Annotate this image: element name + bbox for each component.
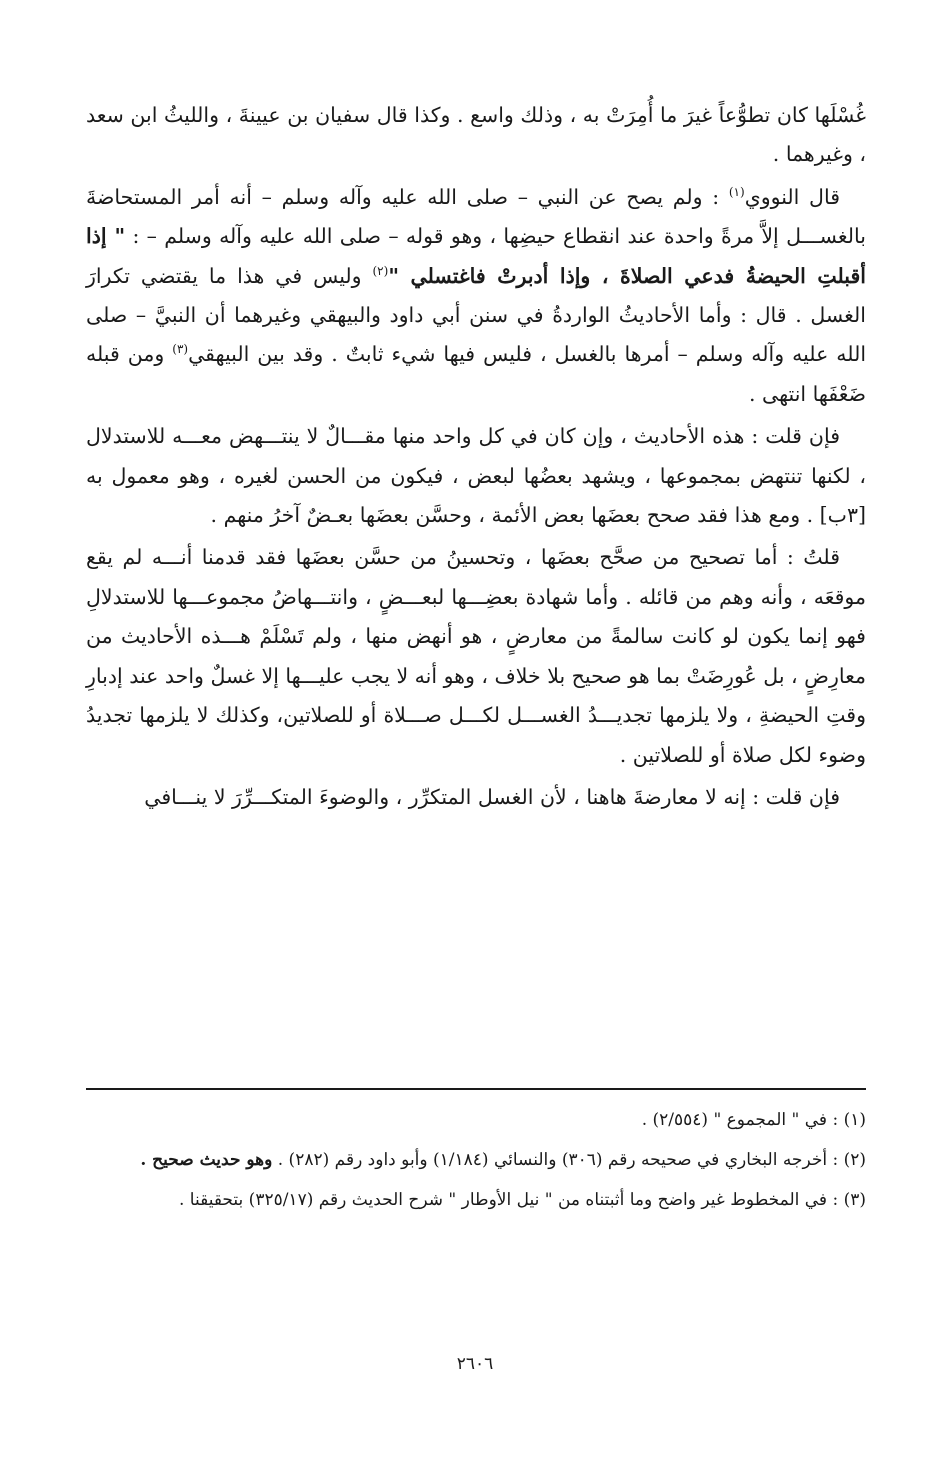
footnote-3: (٣) : في المخطوط غير واضح وما أثبتناه من " نيل الأوطار " شرح الحديث رقم (٣٢٥/١٧) بتحقيقنا . bbox=[178, 1190, 866, 1210]
paragraph-2-part-b: : ولم يصح عن النبي – صلى الله عليه وآله وسلم – أنه أمر المستحاضةَ بالغســـل إلاَّ مرةً واحدة عند انقطاع حيضِها ، وهو قوله – صلى الله عليه وآله وسلم – : bbox=[86, 184, 866, 249]
hadith-quote: " إذا أقبلتِ الحيضةُ فدعي الصلاةَ ، وإذا أدبرتْ فاغتسلي " bbox=[86, 224, 866, 288]
paragraph-5: فإن قلت : إنه لا معارضةَ هاهنا ، لأن الغسل المتكرِّر ، والوضوءَ المتكـــرِّرَ لا ينـــافي bbox=[144, 784, 840, 809]
footnote-separator bbox=[86, 1088, 866, 1090]
paragraph-1: غُسْلَها كان تطوُّعاً غيرَ ما أُمِرَتْ به ، وذلك واسع . وكذا قال سفيان بن عيينةَ ، والليثُ ابن سعد ، وغيرهما . bbox=[86, 103, 866, 167]
footnote-ref-1[interactable]: (١) bbox=[728, 184, 745, 199]
footnote-ref-3[interactable]: (٣) bbox=[172, 342, 189, 357]
main-text bbox=[86, 96, 866, 817]
footnote-2-grade: وهو حديث صحيح . bbox=[140, 1150, 273, 1170]
footnote-ref-2[interactable]: (٢) bbox=[372, 263, 389, 278]
page-number: ٢٦٠٦ bbox=[456, 1354, 494, 1374]
paragraph-2-part-d: ومن قبله ضَعْفَها انتهى . bbox=[86, 342, 866, 406]
paragraph-2 bbox=[86, 178, 866, 414]
footnotes bbox=[86, 1104, 866, 1224]
paragraph-2-part-c: وليس في هذا ما يقتضي تكرارَ الغسل . قال : وأما الأحاديثُ الواردةُ في سنن أبي داود والبيهقي وغيرهما أن النبيَّ – صلى الله عليه وآله وسلم – أمرها بالغسل ، فليس فيها شيء ثابتٌ . وقد بين البيهقي bbox=[86, 263, 867, 367]
paragraph-2-part-a: قال النووي bbox=[744, 184, 841, 209]
footnote-2-text: (٢) : أخرجه البخاري في صحيحه رقم (٣٠٦) والنسائي (١/١٨٤) وأبو داود رقم (٢٨٢) . bbox=[272, 1150, 866, 1170]
footnote-1: (١) : في " المجموع " (٢/٥٥٤) . bbox=[641, 1110, 866, 1130]
paragraph-3: فإن قلت : هذه الأحاديث ، وإن كان في كل واحد منها مقـــالٌ لا ينتـــهض معـــه للاستدلال ، لكنها تنتهض بمجموعها ، ويشهد بعضُها لبعض ، فيكون من الحسن لغيره ، وهو معمول به [٣ب] . ومع هذا فقد صحح بعضَها بعض الأئمة ، وحسَّن بعضَها بعـضٌ آخرُ منهم . bbox=[86, 424, 866, 528]
footnote-2 bbox=[86, 1144, 866, 1176]
paragraph-4: قلتُ : أما تصحيح من صحَّح بعضَها ، وتحسينُ من حسَّن بعضَها فقد قدمنا أنـــه لم يقع موقعَه ، وأنه وهم من قائله . وأما شهادة بعضِـــها لبعـــضٍ ، وانتـــهاضُ مجموعـــها للاستدلالِ فهو إنما يكون لو كانت سالمةً من معارضٍ ، هو أنهض منها ، ولم تَسْلَمْ هـــذه الأحاديث من معارِضٍ ، بل عُورِضَتْ بما هو صحيح بلا خلاف ، وهو أنه لا يجب عليـــها إلا غسلٌ واحد عند إدبارِ وقتِ الحيضةِ ، ولا يلزمها تجديـــدُ الغســـل لكـــل صـــلاة أو للصلاتين، وكذلك لا يلزمها تجديدُ وضوء لكل صلاة أو للصلاتين . bbox=[86, 545, 866, 767]
